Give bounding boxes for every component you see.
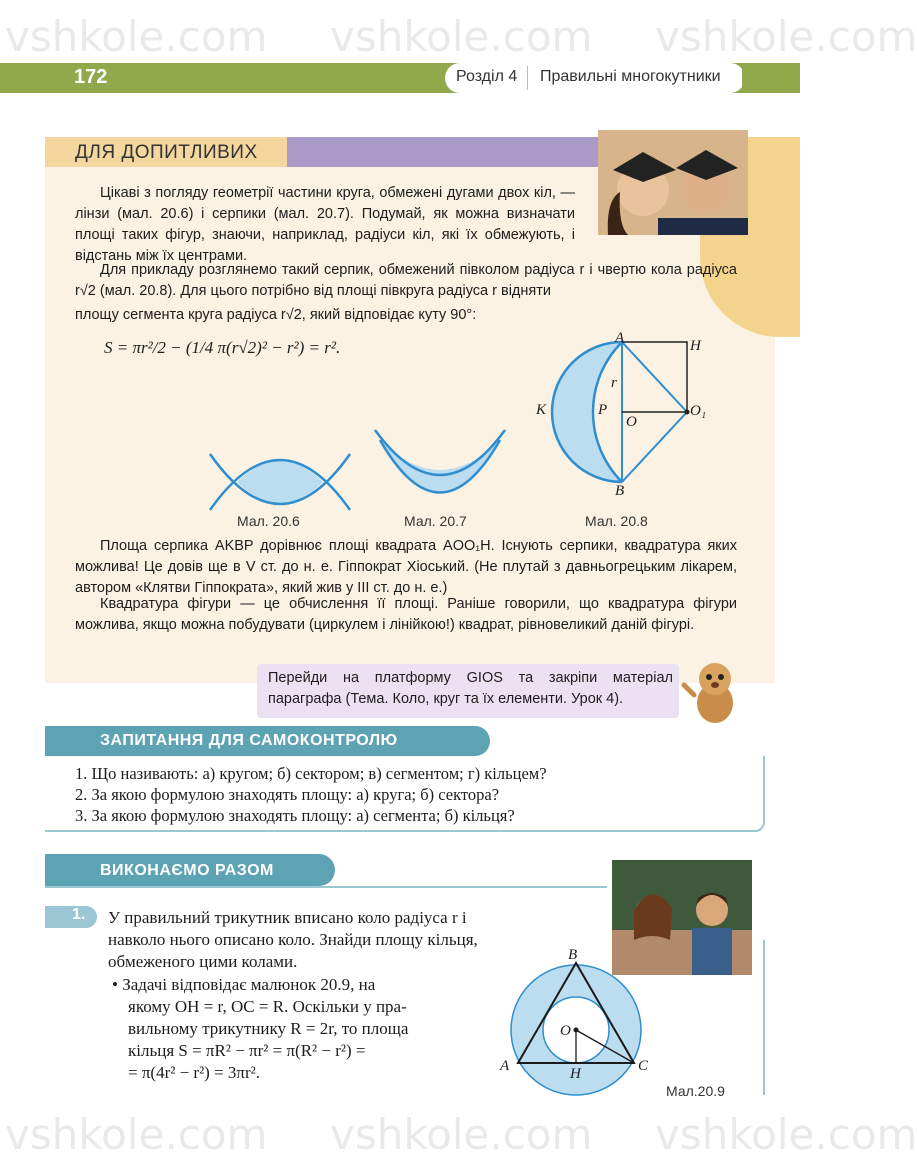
fig-label-20-9: Мал.20.9 — [666, 1083, 725, 1099]
fig8-label-r: r — [611, 375, 617, 391]
together-side-line — [763, 940, 765, 1095]
watermark: vshkole.com — [5, 1110, 268, 1159]
platform-note: Перейди на платформу GIOS та закріпи матеріал параграфа (Тема. Коло, круг та їх елементи. Урок 4). — [268, 670, 673, 707]
fig9-point-b: B — [568, 947, 578, 963]
together-underline — [45, 886, 607, 888]
fig-label-20-7: Мал. 20.7 — [404, 513, 467, 529]
figure-crescent — [370, 425, 510, 515]
curious-paragraph-4: Квадратура фігури — це обчислення її площі. Раніше говорили, що квадратура фігури можлива, якщо можна побудувати (циркулем і лінійкою!) квадрат, рівновеликий даній фігурі. — [75, 596, 737, 633]
watermark: vshkole.com — [330, 12, 593, 61]
students-photo — [598, 130, 748, 235]
solution-line-4: кільця S = πR² − πr² = π(R² − r²) = — [128, 1041, 366, 1060]
together-title: ВИКОНАЄМО РАЗОМ — [100, 862, 274, 879]
fig9-point-h: H — [570, 1066, 581, 1082]
curious-paragraph-2b: площу сегмента круга радіуса r√2, який відповідає куту 90°: — [75, 307, 477, 323]
fig8-point-k: K — [536, 402, 547, 418]
fig9-point-c: C — [638, 1058, 649, 1074]
fig8-point-o: O — [626, 414, 637, 430]
section-title: Правильні многокутники — [540, 68, 721, 85]
curious-paragraph-1: Цікаві з погляду геометрії частини круга, обмежені дугами двох кіл, — лінзи (мал. 20.6) і серпики (мал. 20.7). Подумай, як можна визначати площі таких фігур, знаючи, наприклад, радіуси кіл, які їх обмежують, і відстань між їх центрами. — [75, 185, 575, 264]
fig-label-20-8: Мал. 20.8 — [585, 513, 648, 529]
self-check-title: ЗАПИТАННЯ ДЛЯ САМОКОНТРОЛЮ — [100, 732, 398, 749]
fig8-point-b: B — [615, 483, 625, 499]
fig9-point-o: O — [560, 1023, 571, 1039]
fig8-point-o1: O₁ — [690, 403, 707, 419]
task-number-pill — [45, 906, 97, 928]
watermark: vshkole.com — [655, 12, 917, 61]
task-line-1: У правильний трикутник вписано коло радіуса r і — [108, 908, 467, 927]
question-1: 1. Що називають: а) кругом; б) сектором; в) сегментом; г) кільцем? — [75, 764, 547, 783]
page-number: 172 — [74, 66, 108, 88]
header-divider — [527, 66, 528, 90]
question-3: 3. За якою формулою знаходять площу: а) сегмента; б) кільця? — [75, 806, 515, 825]
header-tail — [742, 63, 800, 93]
fig-label-20-6: Мал. 20.6 — [237, 513, 300, 529]
task-line-3: обмеженого цими колами. — [108, 952, 298, 971]
task-line-2: навколо нього описано коло. Знайди площу кільця, — [108, 930, 478, 949]
watermark: vshkole.com — [5, 12, 268, 61]
meerkat-icon — [680, 655, 750, 725]
section-label: Розділ 4 — [456, 68, 518, 85]
figure-lens — [205, 440, 355, 520]
fig8-point-a: A — [615, 330, 625, 346]
curious-paragraph-2a: Для прикладу розглянемо такий серпик, обмежений півколом радіуса r і чвертю кола радіуса r√2 (мал. 20.8). Для цього потрібно від площі півкруга радіуса r відняти — [75, 262, 737, 299]
task-number: 1. — [72, 906, 86, 923]
watermark: vshkole.com — [655, 1110, 917, 1159]
curious-title: ДЛЯ ДОПИТЛИВИХ — [75, 142, 258, 163]
watermark: vshkole.com — [330, 1110, 593, 1159]
fig8-point-p: P — [598, 402, 608, 418]
question-2: 2. За якою формулою знаходять площу: а) круга; б) сектора? — [75, 785, 500, 804]
curious-paragraph-3: Площа серпика AKBP дорівнює площі квадрата AOO₁H. Існують серпики, квадратура яких можлива! Це довів ще в V ст. до н. е. Гіппократ Хіоський. (Не плутай з давньогрецьким лікарем, автором «Клятви Гіппократа», який жив у ІІІ ст. до н. е.) — [75, 538, 737, 596]
fig9-point-a: A — [500, 1058, 510, 1074]
solution-line-1: • Задачі відповідає малюнок 20.9, на — [112, 975, 376, 994]
fig8-point-h: H — [690, 338, 701, 354]
serpik-formula: S = πr²/2 − (1/4 π(r√2)² − r²) = r². — [104, 338, 341, 357]
solution-line-2: якому OH = r, OC = R. Оскільки у пра- — [128, 997, 407, 1016]
solution-line-3: вильному трикутнику R = 2r, то площа — [128, 1019, 409, 1038]
solution-line-5: = π(4r² − r²) = 3πr². — [128, 1063, 261, 1082]
